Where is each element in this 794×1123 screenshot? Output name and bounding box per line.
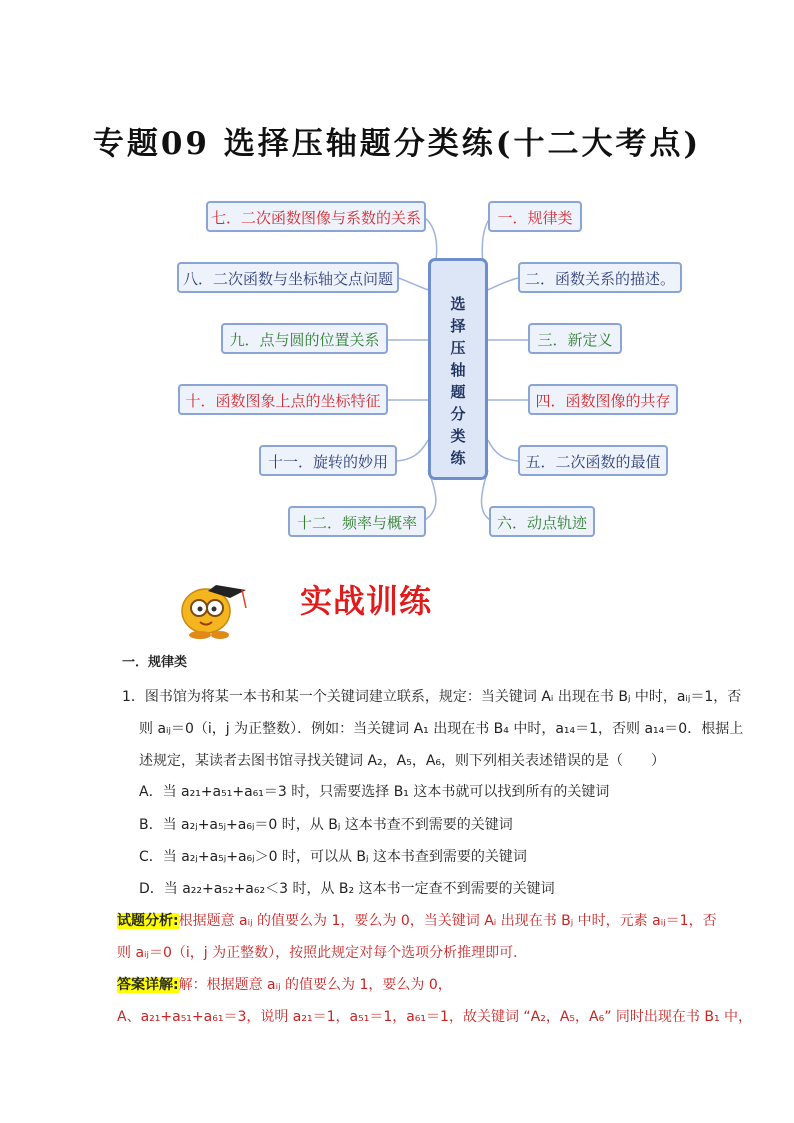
topic-node-8: [177, 262, 399, 293]
answer-tag: 答案详解:: [117, 977, 179, 993]
topic-node-11: [259, 445, 397, 476]
answer-text: 解：根据题意 aᵢⱼ 的值要么为 1，要么为 0，: [178, 977, 452, 993]
center-char: 类: [450, 427, 466, 445]
topic-node-label: 九．点与圆的位置关系: [229, 331, 380, 349]
answer-line: [117, 974, 452, 994]
topic-node-label: 十一．旋转的妙用: [267, 453, 388, 471]
center-char: 练: [450, 449, 466, 467]
topic-node-6: [489, 506, 595, 537]
answer-line: A、a₂₁+a₅₁+a₆₁＝3，说明 a₂₁＝1，a₅₁＝1，a₆₁＝1，故关键词 “A₂，A₅，A₆” 同时出现在书 B₁ 中，: [117, 1009, 753, 1025]
center-char: 择: [450, 317, 466, 335]
topic-node-3: [528, 323, 622, 354]
question-line: 述规定，某读者去图书馆寻找关键词 A₂，A₅，A₆，则下列相关表述错误的是（ ）: [139, 753, 666, 769]
center-char: 轴: [450, 361, 466, 379]
analysis-tag: 试题分析:: [117, 913, 179, 929]
topic-node-2: [518, 262, 682, 293]
mascot-illustration: [168, 578, 258, 640]
topic-node-label: 四．函数图像的共存: [535, 392, 671, 410]
topic-node-label: 五．二次函数的最值: [525, 453, 661, 471]
topic-node-4: [528, 384, 678, 415]
section-title: 一．规律类: [122, 655, 188, 670]
option-b: B．当 a₂ⱼ+a₅ⱼ+a₆ⱼ＝0 时，从 Bⱼ 这本书查不到需要的关键词: [139, 817, 513, 833]
topic-node-9: [221, 323, 388, 354]
option-d: D．当 a₂₂+a₅₂+a₆₂＜3 时，从 B₂ 这本书一定查不到需要的关键词: [139, 881, 555, 897]
analysis-line: 则 aᵢⱼ＝0（i，j 为正整数），按照此规定对每个选项分析推理即可．: [117, 945, 528, 961]
topic-node-label: 三．新定义: [537, 331, 613, 349]
topic-node-label: 二．函数关系的描述。: [524, 270, 675, 288]
option-a: A．当 a₂₁+a₅₁+a₆₁＝3 时，只需要选择 B₁ 这本书就可以找到所有的关键词: [139, 784, 610, 800]
topic-node-7: [206, 201, 426, 232]
center-char: 题: [450, 383, 466, 401]
topic-node-5: [518, 445, 668, 476]
topic-node-label: 一．规律类: [497, 209, 573, 227]
topic-node-label: 六．动点轨迹: [496, 514, 587, 532]
analysis-line: [117, 910, 717, 930]
center-char: 压: [450, 339, 466, 357]
center-char: 分: [450, 405, 466, 423]
topic-node-label: 八．二次函数与坐标轴交点问题: [182, 270, 393, 288]
mindmap-center-label: [428, 293, 488, 469]
option-c: C．当 a₂ⱼ+a₅ⱼ+a₆ⱼ＞0 时，可以从 Bⱼ 这本书查到需要的关键词: [139, 849, 527, 865]
topic-node-10: [178, 384, 388, 415]
question-line: 则 aᵢⱼ＝0（i，j 为正整数）．例如：当关键词 A₁ 出现在书 B₄ 中时，a₁₄＝1，否则 a₁₄＝0．根据上: [139, 721, 744, 737]
topic-node-label: 十二．频率与概率: [296, 514, 417, 532]
analysis-text: 根据题意 aᵢⱼ 的值要么为 1，要么为 0，当关键词 Aᵢ 出现在书 Bⱼ 中时，元素 aᵢⱼ＝1，否: [178, 913, 717, 929]
question-line: 1．图书馆为将某一本书和某一个关键词建立联系，规定：当关键词 Aᵢ 出现在书 Bⱼ 中时，aᵢⱼ＝1，否: [122, 689, 742, 705]
section-heading: 实战训练: [300, 582, 433, 620]
topic-node-label: 七．二次函数图像与系数的关系: [210, 209, 421, 227]
topic-node-12: [288, 506, 426, 537]
center-char: 选: [450, 295, 466, 313]
topic-node-1: [488, 201, 582, 232]
page-title: 专题09 选择压轴题分类练(十二大考点): [92, 126, 702, 162]
topic-node-label: 十．函数图象上点的坐标特征: [185, 392, 381, 410]
